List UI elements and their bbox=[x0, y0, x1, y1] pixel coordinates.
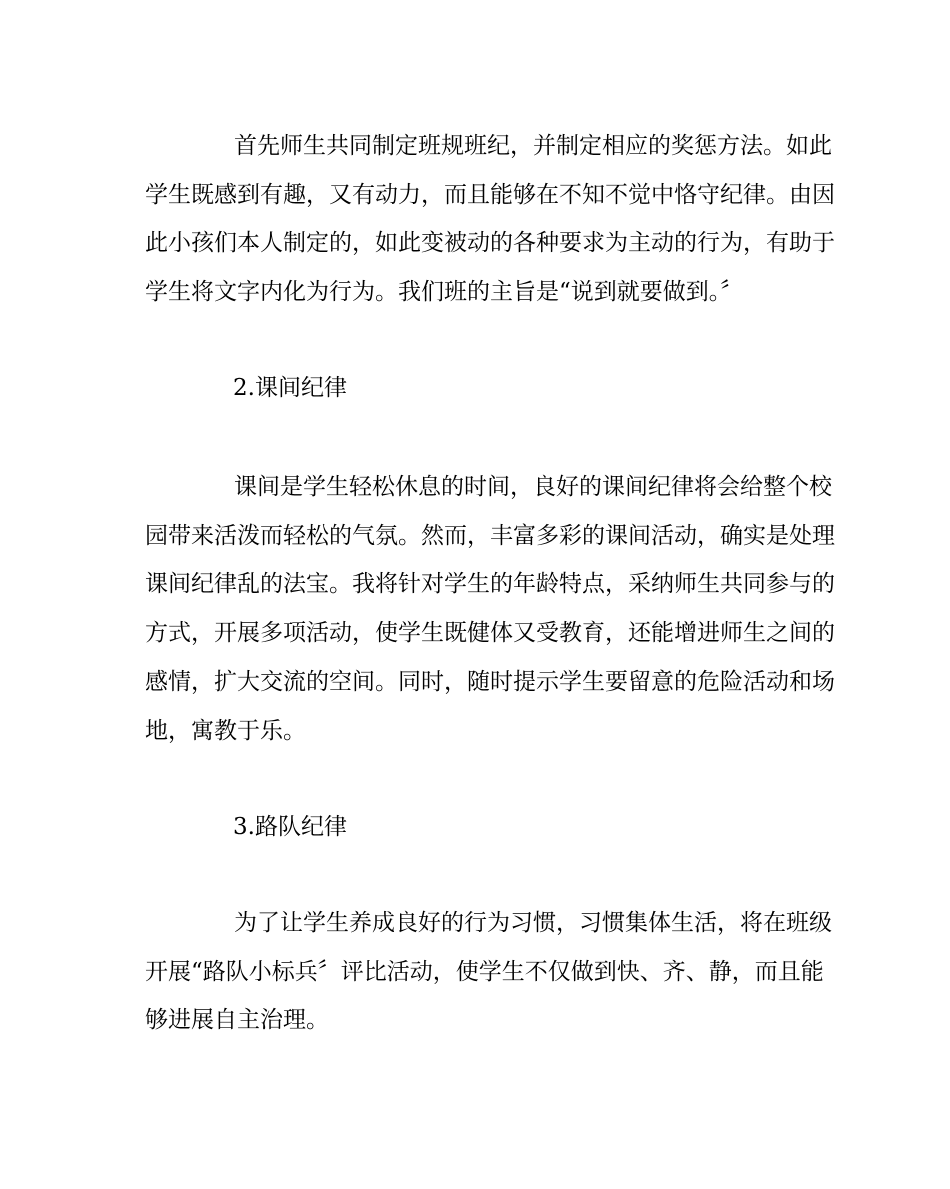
paragraph-line: 为了让学生养成良好的行为习惯，习惯集体生活，将在班级 bbox=[234, 910, 832, 936]
paragraph-line: 首先师生共同制定班规班纪，并制定相应的奖惩方法。如此 bbox=[234, 133, 832, 159]
paragraph-line: 此小孩们本人制定的，如此变被动的各种要求为主动的行为，有助于 bbox=[145, 230, 835, 257]
section-heading-queue-discipline: 3.路队纪律 bbox=[233, 814, 347, 840]
paragraph-line: 课间纪律乱的法宝。我将针对学生的年龄特点，采纳师生共同参与的 bbox=[145, 571, 835, 598]
paragraph-line: 学生既感到有趣，又有动力，而且能够在不知不觉中恪守纪律。由因 bbox=[145, 181, 835, 208]
paragraph-line: 学生将文字内化为行为。我们班的主旨是“说到就要做到。〞 bbox=[145, 279, 744, 306]
paragraph-break-discipline bbox=[145, 463, 835, 755]
paragraph-line: 感情，扩大交流的空间。同时，随时提示学生要留意的危险活动和场 bbox=[145, 668, 835, 695]
paragraph-class-rules bbox=[145, 122, 835, 317]
paragraph-line: 方式，开展多项活动，使学生既健体又受教育，还能增进师生之间的 bbox=[145, 620, 835, 647]
section-heading-break-discipline: 2.课间纪律 bbox=[233, 375, 347, 401]
paragraph-queue-discipline bbox=[145, 899, 832, 1045]
paragraph-line: 课间是学生轻松休息的时间，良好的课间纪律将会给整个校 bbox=[234, 474, 832, 500]
paragraph-line: 地，寓教于乐。 bbox=[145, 717, 306, 744]
paragraph-line: 园带来活泼而轻松的气氛。然而，丰富多彩的课间活动，确实是处理 bbox=[145, 522, 835, 549]
paragraph-line: 够进展自主治理。 bbox=[145, 1007, 329, 1034]
paragraph-line: 开展“路队小标兵〞评比活动，使学生不仅做到快、齐、静，而且能 bbox=[145, 958, 824, 985]
